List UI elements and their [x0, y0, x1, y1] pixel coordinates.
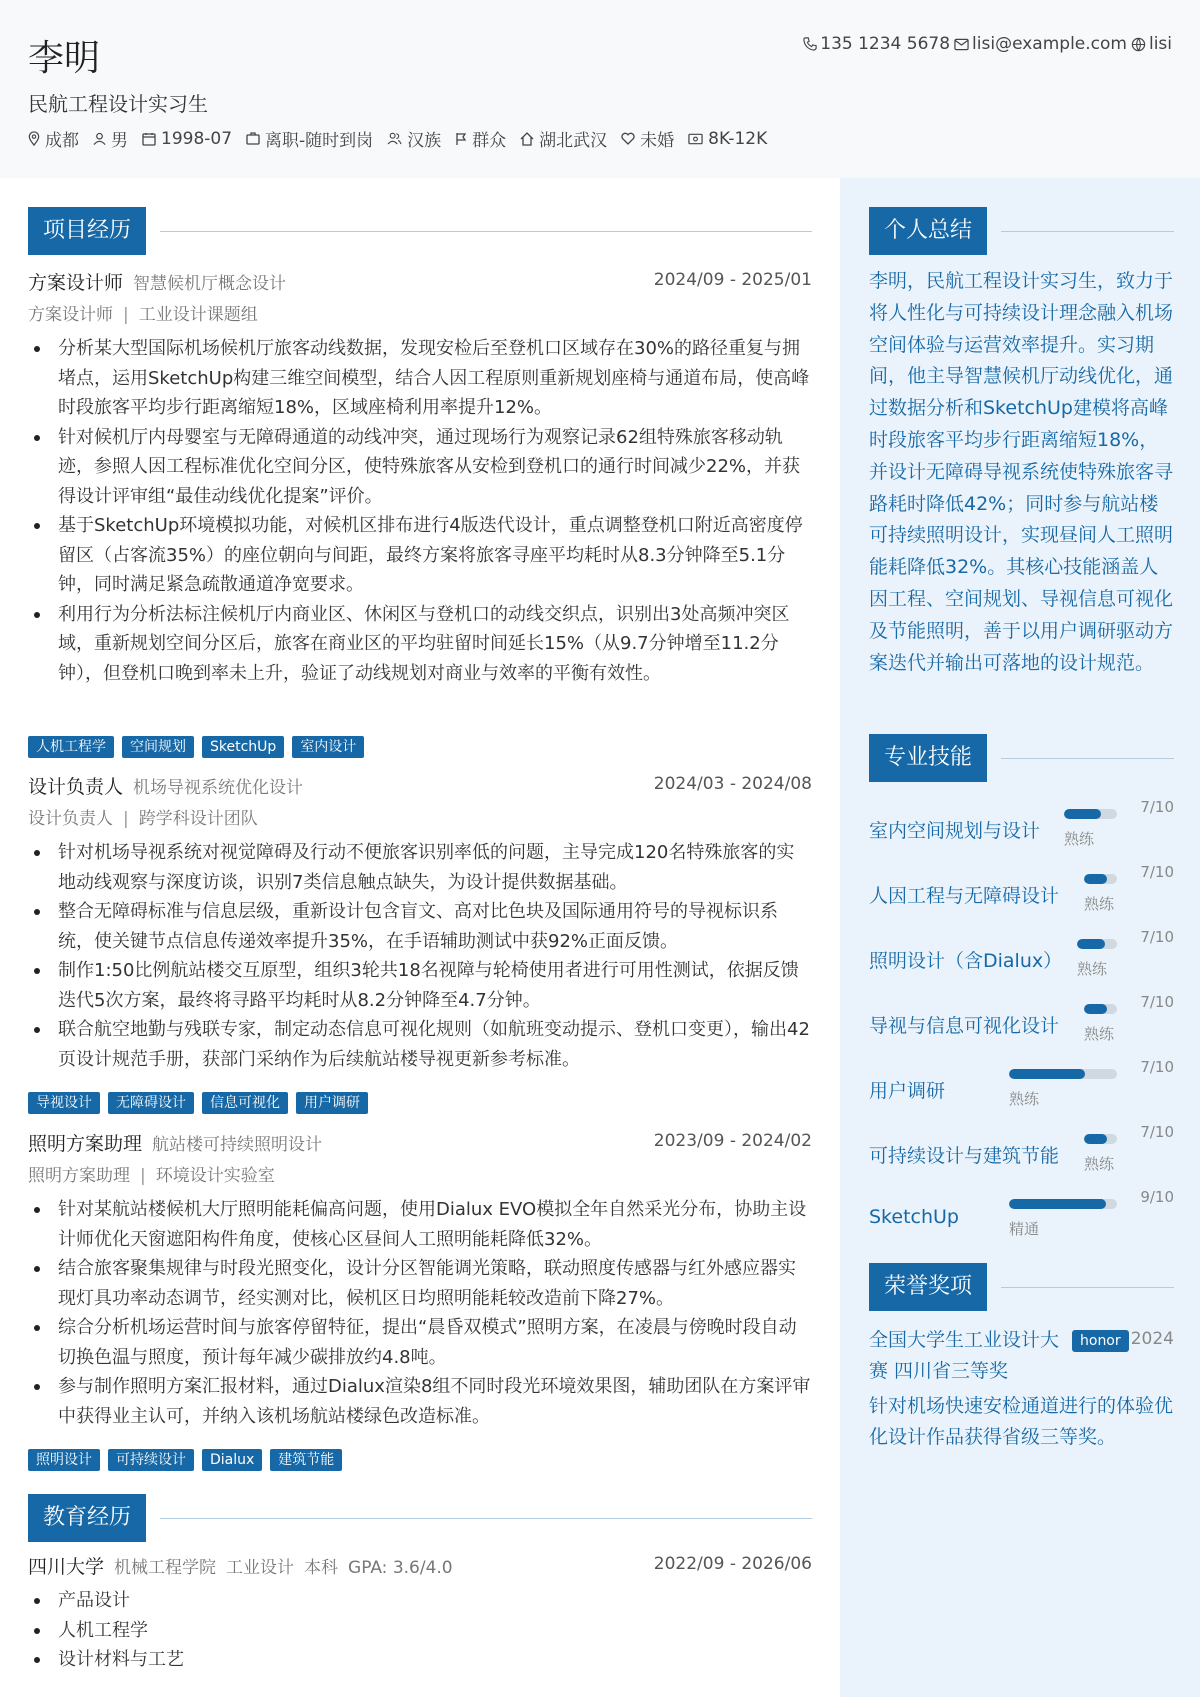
section-header-education [28, 1494, 812, 1542]
project-subtitle: 机场导视系统优化设计 [133, 778, 304, 798]
skill-level: 熟练 [1009, 1090, 1040, 1108]
course-item: 产品设计 [28, 1586, 812, 1616]
project-bullets [28, 1195, 812, 1431]
section-divider [1001, 1287, 1174, 1288]
meta-political [455, 126, 506, 151]
skill-name: 照明设计（含Dialux） [869, 950, 1063, 972]
skill-score: 7/10 [1140, 863, 1174, 881]
skill-name: SketchUp [869, 1206, 959, 1228]
project-title: 方案设计师 [28, 272, 124, 294]
tag: 无障碍设计 [108, 1092, 194, 1114]
education-date: 2022/09 - 2026/06 [653, 1554, 812, 1574]
tag: 导视设计 [28, 1092, 100, 1114]
bullet-item: 针对候机厅内母婴室与无障碍通道的动线冲突，通过现场行为观察记录62组特殊旅客移动轨迹，参照人因工程标准优化空间分区，使特殊旅客从安检到登机口的通行时间减少22%，并获得设计评审组“最佳动线优化提案”评价。 [28, 423, 812, 512]
skill-level: 熟练 [1084, 895, 1115, 913]
section-title: 个人总结 [869, 207, 987, 255]
section-header-awards [869, 1263, 1174, 1311]
bullet-item: 结合旅客聚集规律与时段光照变化，设计分区智能调光策略，联动照度传感器与红外感应器实现灯具功率动态调节，经实测对比，候机区日均照明能耗较改造前下降27%。 [28, 1254, 812, 1313]
project-org-team: 工业设计课题组 [138, 305, 258, 325]
calendar-icon [142, 132, 156, 146]
skill-score: 9/10 [1140, 1188, 1174, 1206]
flag-icon [455, 132, 467, 146]
section-divider [1001, 758, 1174, 759]
skill-item [869, 1121, 1174, 1181]
meta-text: 成都 [45, 131, 79, 151]
skill-score: 7/10 [1140, 1123, 1174, 1141]
project-org-role: 设计负责人 [28, 809, 113, 829]
skill-fill [1064, 809, 1101, 819]
link-icon [1131, 37, 1146, 52]
skill-item [869, 1056, 1174, 1116]
skill-item [869, 926, 1174, 986]
tag: 用户调研 [296, 1092, 368, 1114]
bullet-item: 基于SketchUp环境模拟功能，对候机区排布进行4版迭代设计，重点调整登机口附近高密度停留区（占客流35%）的座位朝向与间距，最终方案将旅客寻座平均耗时从8.3分钟降至5.1分钟，同时满足紧急疏散通道净宽要求。 [28, 511, 812, 600]
degree: 本科 [304, 1558, 339, 1578]
gpa: GPA: 3.6/4.0 [348, 1558, 453, 1578]
separator: | [123, 809, 129, 829]
project-bullets [28, 838, 812, 1074]
college-name: 机械工程学院 [114, 1558, 217, 1578]
skill-bar [1009, 1069, 1117, 1079]
project-item [28, 772, 812, 1074]
project-date: 2023/09 - 2024/02 [653, 1131, 812, 1151]
skill-fill [1084, 1004, 1107, 1014]
project-head [28, 268, 812, 298]
resume-header [0, 0, 1200, 178]
tag: SketchUp [202, 736, 284, 758]
skill-level: 熟练 [1084, 1025, 1115, 1043]
skill-fill [1084, 874, 1107, 884]
skill-name: 室内空间规划与设计 [869, 820, 1041, 842]
tag: 人机工程学 [28, 736, 114, 758]
separator: | [140, 1166, 146, 1186]
people-icon [387, 132, 402, 145]
bullet-item: 制作1:50比例航站楼交互原型，组织3轮共18名视障与轮椅使用者进行可用性测试，依据反馈迭代5次方案，最终将寻路平均耗时从8.2分钟降至4.7分钟。 [28, 956, 812, 1015]
project-tags [28, 1449, 350, 1471]
phone-icon [803, 37, 817, 51]
project-org-team: 跨学科设计团队 [138, 809, 258, 829]
section-header-summary [869, 207, 1174, 255]
skill-level: 熟练 [1064, 830, 1095, 848]
skill-bar [1064, 809, 1117, 819]
link-text: lisi [1148, 34, 1172, 54]
section-title: 项目经历 [28, 207, 146, 255]
meta-text: 1998-07 [161, 128, 233, 149]
skill-level: 精通 [1009, 1220, 1040, 1238]
project-title: 设计负责人 [28, 776, 124, 798]
summary-text: 李明，民航工程设计实习生，致力于将人性化与可持续设计理念融入机场空间体验与运营效率提升。实习期间，他主导智慧候机厅动线优化，通过数据分析和SketchUp建模将高峰时段旅客平均步行距离缩短18%，并设计无障碍导视系统使特殊旅客寻路耗时降低42%；同时参与航站楼可持续照明设计，实现昼间人工照明能耗降低32%。其核心技能涵盖人因工程、空间规划、导视信息可视化及节能照明，善于以用户调研驱动方案迭代并输出可落地的设计规范。 [869, 270, 1174, 674]
course-list [28, 1586, 812, 1675]
school-name: 四川大学 [28, 1556, 105, 1578]
bullet-item: 整合无障碍标准与信息层级，重新设计包含盲文、高对比色块及国际通用符号的导视标识系统，使关键节点信息传递效率提升35%，在手语辅助测试中获92%正面反馈。 [28, 897, 812, 956]
contact-phone[interactable] [803, 34, 950, 54]
project-date: 2024/09 - 2025/01 [653, 270, 812, 290]
contact-info [799, 34, 1172, 54]
tag: 建筑节能 [270, 1449, 342, 1471]
phone-text: 135 1234 5678 [820, 34, 951, 54]
tag: Dialux [202, 1449, 262, 1471]
award-description: 针对机场快速安检通道进行的体验优化设计作品获得省级三等奖。 [869, 1395, 1174, 1448]
skill-score: 7/10 [1140, 993, 1174, 1011]
education-item [28, 1552, 812, 1675]
mail-icon [954, 38, 969, 51]
section-divider [160, 231, 812, 232]
meta-text: 男 [111, 131, 128, 151]
section-title: 教育经历 [28, 1494, 146, 1542]
project-head [28, 772, 812, 802]
award-item [869, 1325, 1174, 1453]
skill-bar [1084, 1004, 1117, 1014]
course-item: 人机工程学 [28, 1616, 812, 1646]
award-year: 2024 [1130, 1329, 1174, 1349]
meta-salary [688, 129, 767, 149]
bullet-item: 参与制作照明方案汇报材料，通过Dialux渲染8组不同时段光环境效果图，辅助团队在方案评审中获得业主认可，并纳入该机场航站楼绿色改造标准。 [28, 1372, 812, 1431]
skill-score: 7/10 [1140, 928, 1174, 946]
project-item [28, 268, 812, 688]
meta-location [28, 126, 79, 151]
project-subtitle: 航站楼可持续照明设计 [152, 1135, 323, 1155]
skill-bar [1077, 939, 1117, 949]
location-icon [28, 131, 40, 146]
section-divider [160, 1518, 812, 1519]
project-org-role: 方案设计师 [28, 305, 113, 325]
skill-item [869, 861, 1174, 921]
skill-score: 7/10 [1140, 1058, 1174, 1076]
meta-text: 离职-随时到岗 [265, 131, 374, 151]
briefcase-icon [246, 132, 260, 145]
tag: 空间规划 [122, 736, 194, 758]
skill-bar [1084, 1134, 1117, 1144]
project-org [28, 300, 812, 330]
tag: 照明设计 [28, 1449, 100, 1471]
tag: 室内设计 [292, 736, 364, 758]
meta-hometown [520, 126, 607, 151]
skill-name: 人因工程与无障碍设计 [869, 885, 1060, 907]
meta-birth [142, 129, 232, 149]
project-org [28, 804, 812, 834]
project-subtitle: 智慧候机厅概念设计 [133, 274, 287, 294]
tag: 信息可视化 [202, 1092, 288, 1114]
bullet-item: 针对机场导视系统对视觉障碍及行动不便旅客识别率低的问题，主导完成120名特殊旅客的实地动线观察与深度访谈，识别7类信息触点缺失，为设计提供数据基础。 [28, 838, 812, 897]
section-title: 专业技能 [869, 734, 987, 782]
award-badge: honor [1072, 1330, 1129, 1352]
skill-fill [1084, 1134, 1107, 1144]
course-item: 设计材料与工艺 [28, 1645, 812, 1675]
skill-bar [1084, 874, 1117, 884]
meta-status [246, 126, 373, 151]
project-date: 2024/03 - 2024/08 [653, 774, 812, 794]
meta-ethnicity [387, 126, 441, 151]
project-tags [28, 736, 372, 758]
meta-gender [93, 126, 128, 151]
meta-text: 湖北武汉 [539, 131, 608, 151]
skill-name: 用户调研 [869, 1080, 946, 1102]
skill-fill [1077, 939, 1105, 949]
skill-name: 可持续设计与建筑节能 [869, 1145, 1060, 1167]
education-head [28, 1552, 812, 1582]
home-icon [520, 132, 534, 146]
project-org [28, 1161, 812, 1191]
separator: | [123, 305, 129, 325]
meta-text: 未婚 [640, 131, 675, 151]
section-divider [1001, 231, 1174, 232]
skill-bar [1009, 1199, 1117, 1209]
project-item [28, 1129, 812, 1431]
contact-email[interactable] [954, 34, 1127, 54]
project-org-role: 照明方案助理 [28, 1166, 130, 1186]
heart-icon [621, 132, 635, 145]
skill-name: 导视与信息可视化设计 [869, 1015, 1060, 1037]
project-bullets [28, 334, 812, 688]
award-name: 全国大学生工业设计大赛 四川省三等奖 [869, 1329, 1060, 1382]
bullet-item: 分析某大型国际机场候机厅旅客动线数据，发现安检后至登机口区域存在30%的路径重复与拥堵点，运用SketchUp构建三维空间模型，结合人因工程原则重新规划座椅与通道布局，使高峰时段旅客平均步行距离缩短18%，区域座椅利用率提升12%。 [28, 334, 812, 423]
bullet-item: 利用行为分析法标注候机厅内商业区、休闲区与登机口的动线交织点，识别出3处高频冲突区域，重新规划空间分区后，旅客在商业区的平均驻留时间延长15%（从9.7分钟增至11.2分钟），但登机口晚到率未上升，验证了动线规划对商业与效率的平衡有效性。 [28, 600, 812, 689]
skill-score: 7/10 [1140, 798, 1174, 816]
person-icon [93, 132, 106, 146]
section-header-skills [869, 734, 1174, 782]
project-tags [28, 1092, 376, 1114]
project-org-team: 环境设计实验室 [155, 1166, 275, 1186]
project-head [28, 1129, 812, 1159]
skill-item [869, 796, 1174, 856]
skill-item [869, 991, 1174, 1051]
candidate-name: 李明 [28, 38, 101, 79]
skill-level: 熟练 [1084, 1155, 1115, 1173]
candidate-role: 民航工程设计实习生 [28, 92, 208, 116]
section-title: 荣誉奖项 [869, 1263, 987, 1311]
skill-item [869, 1186, 1174, 1246]
meta-text: 汉族 [407, 131, 442, 151]
contact-link[interactable] [1131, 34, 1172, 54]
meta-text: 群众 [472, 131, 507, 151]
skill-fill [1009, 1069, 1085, 1079]
salary-icon [688, 133, 703, 145]
skill-fill [1009, 1199, 1106, 1209]
email-text: lisi@example.com [972, 34, 1127, 54]
section-header-projects [28, 207, 812, 255]
personal-meta [28, 126, 781, 151]
skill-level: 熟练 [1077, 960, 1108, 978]
tag: 可持续设计 [108, 1449, 194, 1471]
meta-marital [621, 126, 674, 151]
meta-text: 8K-12K [708, 128, 768, 149]
bullet-item: 综合分析机场运营时间与旅客停留特征，提出“晨昏双模式”照明方案，在凌晨与傍晚时段自动切换色温与照度，预计每年减少碳排放约4.8吨。 [28, 1313, 812, 1372]
bullet-item: 针对某航站楼候机大厅照明能耗偏高问题，使用Dialux EVO模拟全年自然采光分布，协助主设计师优化天窗遮阳构件角度，使核心区昼间人工照明能耗降低32%。 [28, 1195, 812, 1254]
major-name: 工业设计 [226, 1558, 295, 1578]
project-title: 照明方案助理 [28, 1133, 143, 1155]
bullet-item: 联合航空地勤与残联专家，制定动态信息可视化规则（如航班变动提示、登机口变更），输出42页设计规范手册，获部门采纳作为后续航站楼导视更新参考标准。 [28, 1015, 812, 1074]
